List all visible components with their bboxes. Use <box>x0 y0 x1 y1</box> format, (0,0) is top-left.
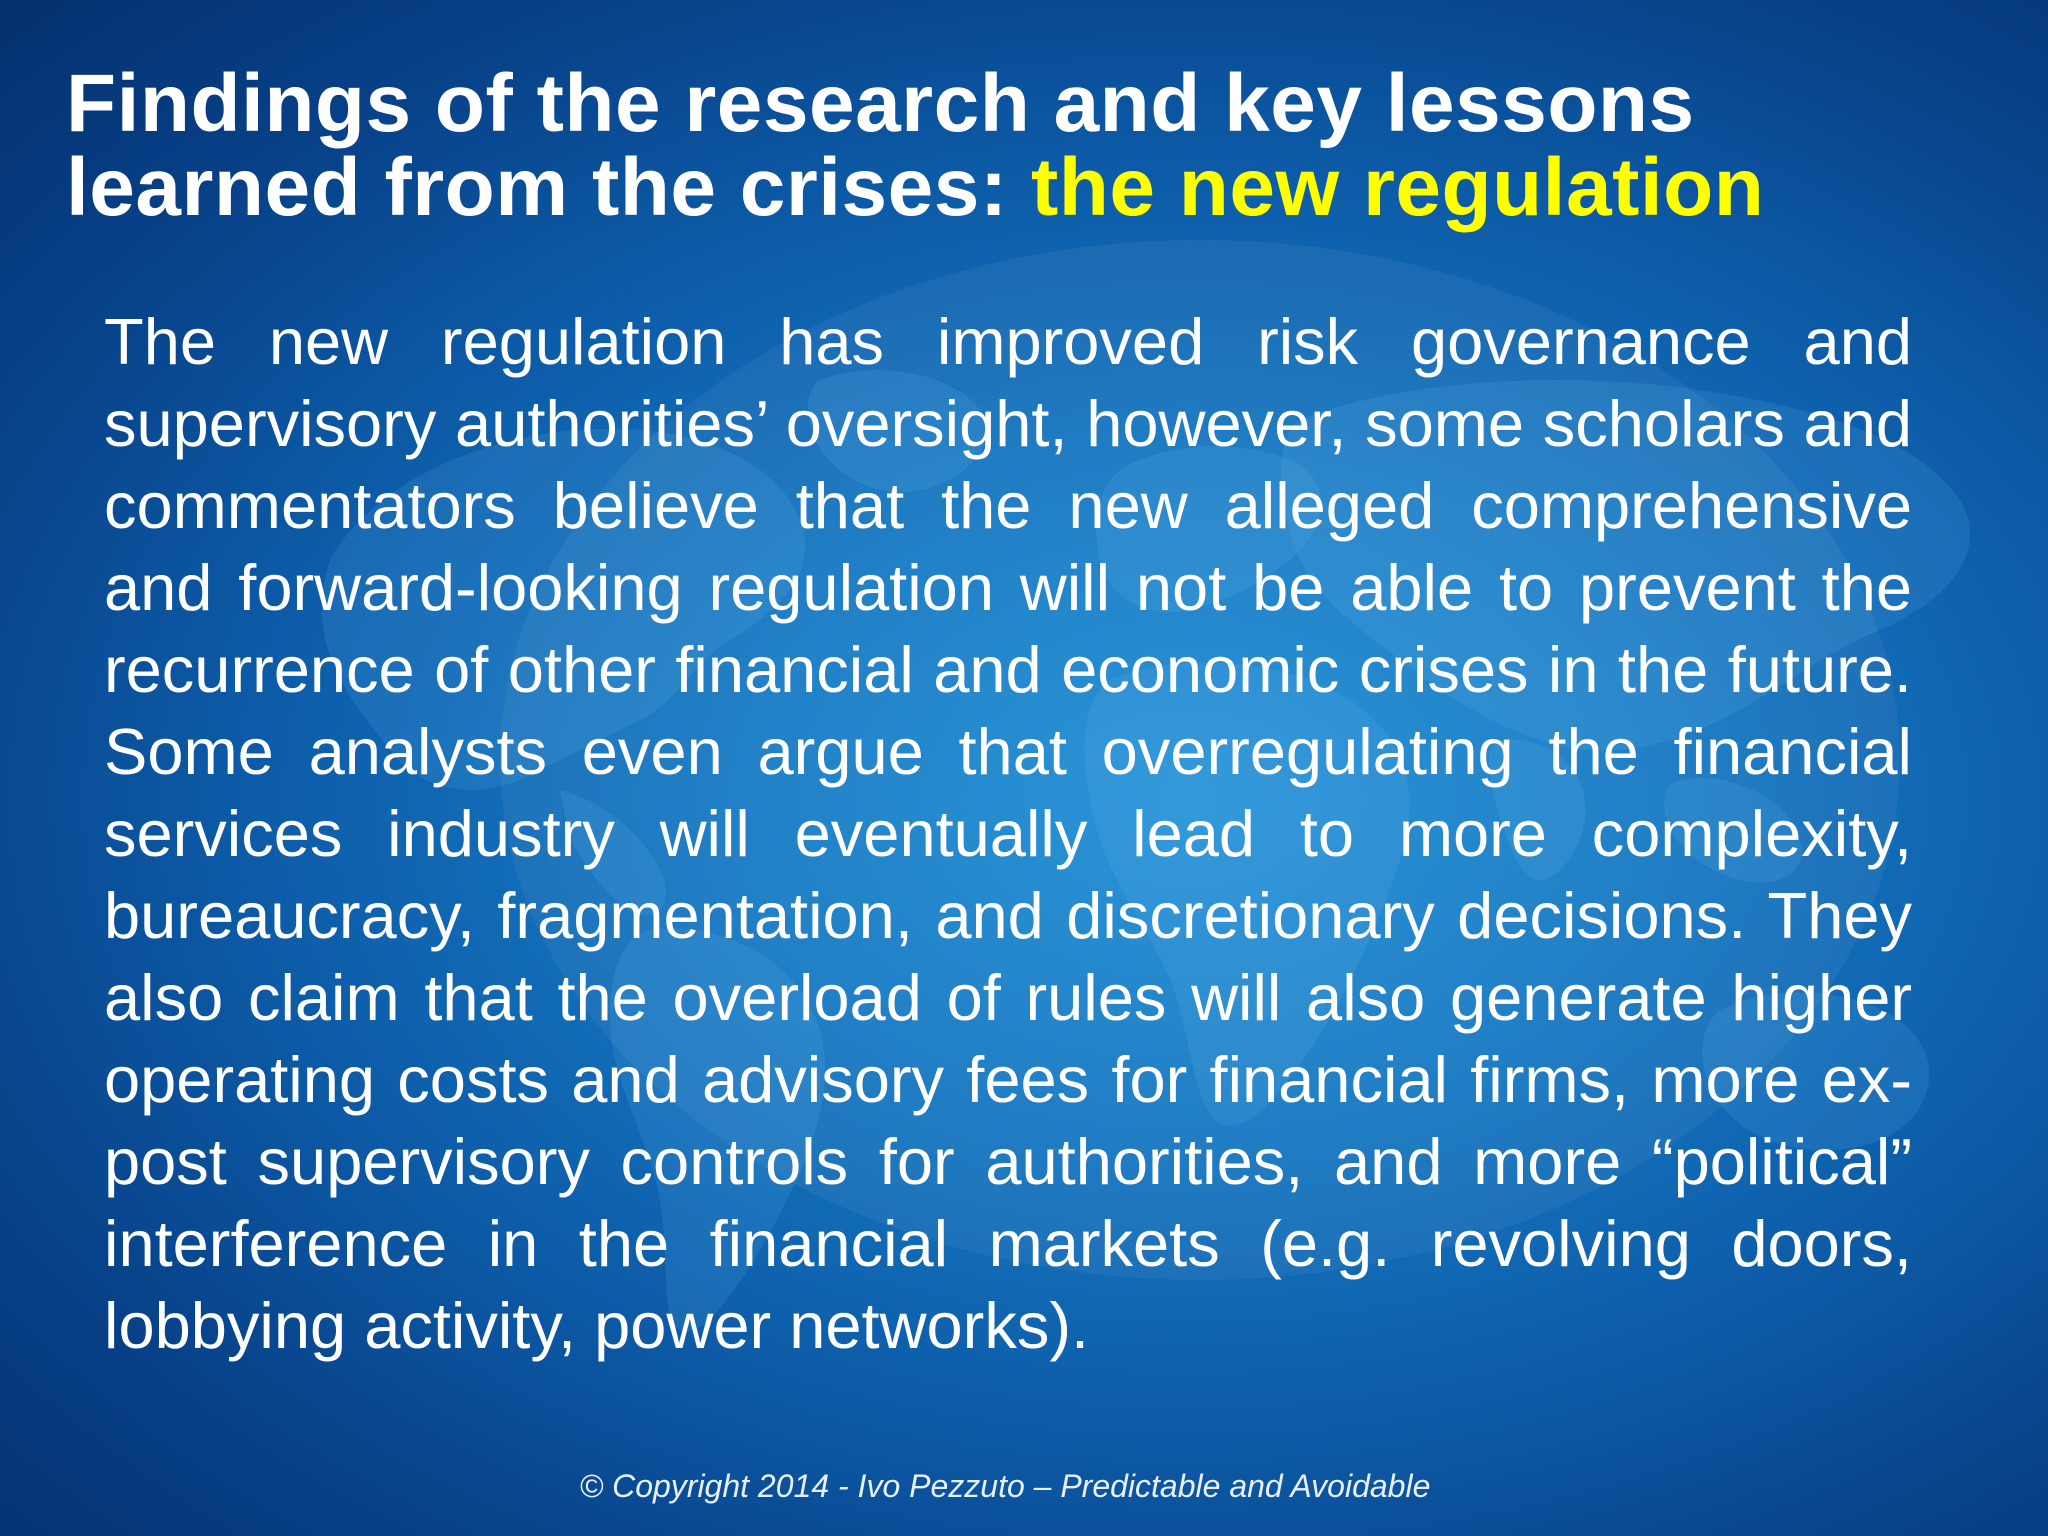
title-line-2-prefix: learned from the crises: <box>66 142 1031 233</box>
title-highlight: the new regulation <box>1030 142 1765 233</box>
body-paragraph: The new regulation has improved risk governance and supervisory authorities’ oversight, however, some scholars and commentators believe that the new alleged comprehensive and forward-looking regulation will not be able to prevent the recurrence of other financial and economic crises in the future. Some analysts even argue that overregulating the financial services industry will eventually lead to more complexity, bureaucracy, fragmentation, and discretionary decisions. They also claim that the overload of rules will also generate higher operating costs and advisory fees for financial firms, more ex-post supervisory controls for authorities, and more “political” interference in the financial markets (e.g. revolving doors, lobbying activity, power networks). <box>104 305 1912 1362</box>
slide-title <box>66 58 1986 233</box>
copyright-footer: © Copyright 2014 - Ivo Pezzuto – Predictable and Avoidable <box>579 1468 1431 1504</box>
title-line-1: Findings of the research and key lessons <box>66 58 1695 149</box>
